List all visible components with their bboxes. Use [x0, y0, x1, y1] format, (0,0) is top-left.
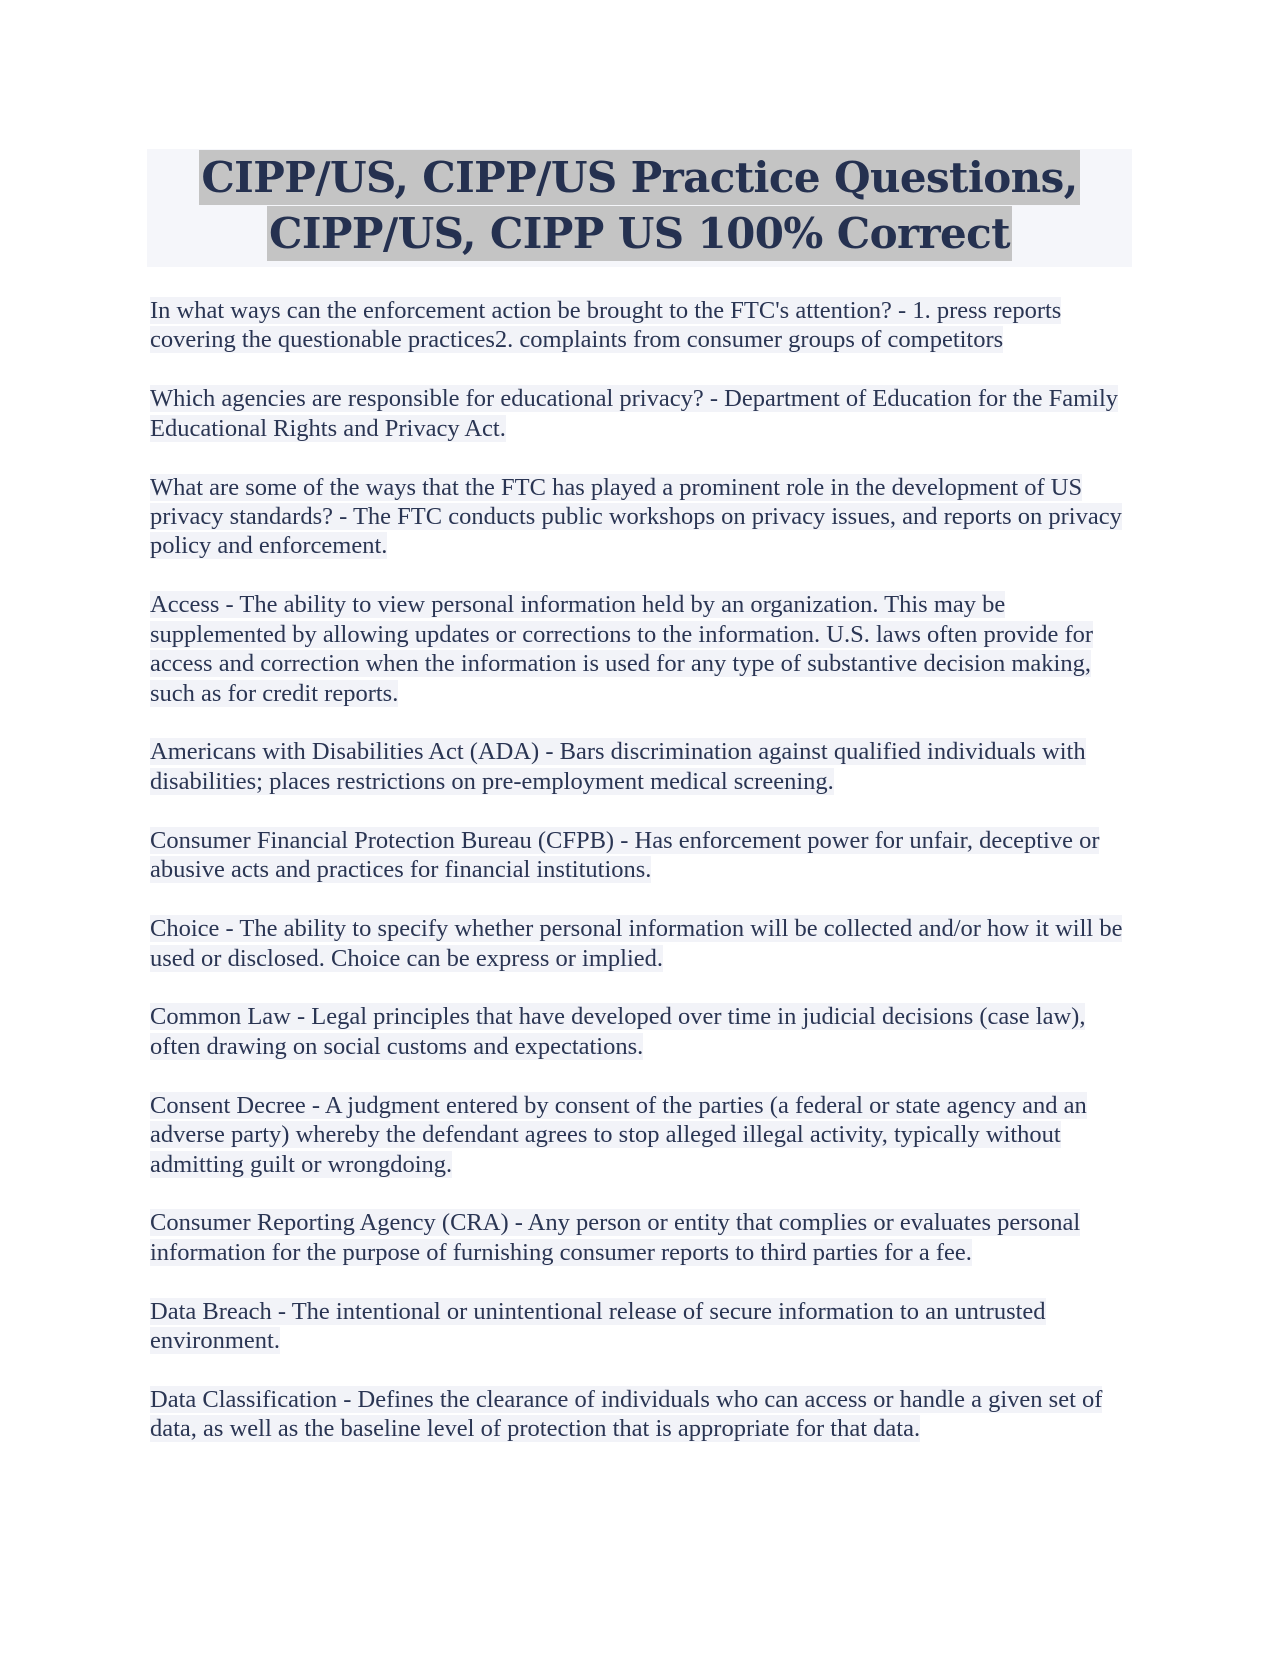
qa-entry-text: Access - The ability to view personal information held by an organization. This may be supplemented by allowing updates or corrections to the information. U.S. laws often provide for access and correction when the information is used for any type of substantive decision making, such as for credit reports. — [150, 591, 1094, 707]
qa-entry-text: In what ways can the enforcement action be brought to the FTC's attention? - 1. press reports covering the questionable practices2. complaints from consumer groups of competitors — [150, 297, 1062, 354]
qa-entry-text: What are some of the ways that the FTC has played a prominent role in the development of US privacy standards? - The FTC conducts public workshops on privacy issues, and reports on privacy policy and enforcement. — [150, 473, 1122, 560]
qa-entry — [150, 826, 1140, 885]
qa-entry — [150, 473, 1140, 561]
qa-entry — [150, 1002, 1140, 1061]
title-line-1: CIPP/US, CIPP/US Practice Questions, — [199, 150, 1079, 205]
title-row-1 — [147, 150, 1132, 206]
qa-entry-text: Data Breach - The intentional or unintentional release of secure information to an untrusted environment. — [150, 1297, 1046, 1355]
qa-entry-text: Consumer Financial Protection Bureau (CFPB) - Has enforcement power for unfair, deceptive or abusive acts and practices for financial institutions. — [150, 826, 1100, 884]
qa-entry-text: Consent Decree - A judgment entered by consent of the parties (a federal or state agency and an adverse party) whereby the defendant agrees to stop alleged illegal activity, typically without admitting guilt or wrongdoing. — [150, 1091, 1087, 1178]
qa-entry — [150, 1385, 1140, 1444]
title-line-2: CIPP/US, CIPP US 100% Correct — [267, 206, 1012, 261]
qa-entry — [150, 590, 1140, 708]
qa-entry — [150, 1208, 1140, 1267]
document-title — [147, 149, 1132, 267]
qa-entry-text: Data Classification - Defines the clearance of individuals who can access or handle a given set of data, as well as the baseline level of protection that is appropriate for that data. — [150, 1386, 1103, 1443]
qa-entry-text: Common Law - Legal principles that have developed over time in judicial decisions (case law), often drawing on social customs and expectations. — [150, 1003, 1086, 1060]
qa-entries — [150, 296, 1140, 1473]
title-row-2 — [147, 206, 1132, 262]
qa-entry-text: Consumer Reporting Agency (CRA) - Any person or entity that complies or evaluates personal information for the purpose of furnishing consumer reports to third parties for a fee. — [150, 1209, 1081, 1266]
qa-entry — [150, 737, 1140, 796]
qa-entry — [150, 914, 1140, 973]
qa-entry — [150, 1297, 1140, 1356]
qa-entry-text: Americans with Disabilities Act (ADA) - Bars discrimination against qualified individuals with disabilities; places restrictions on pre-employment medical screening. — [150, 738, 1086, 795]
qa-entry — [150, 1091, 1140, 1179]
qa-entry — [150, 384, 1140, 443]
qa-entry-text: Which agencies are responsible for educational privacy? - Department of Education for the Family Educational Rights and Privacy Act. — [150, 385, 1119, 442]
qa-entry-text: Choice - The ability to specify whether personal information will be collected and/or how it will be used or disclosed. Choice can be express or implied. — [150, 915, 1123, 972]
qa-entry — [150, 296, 1140, 355]
